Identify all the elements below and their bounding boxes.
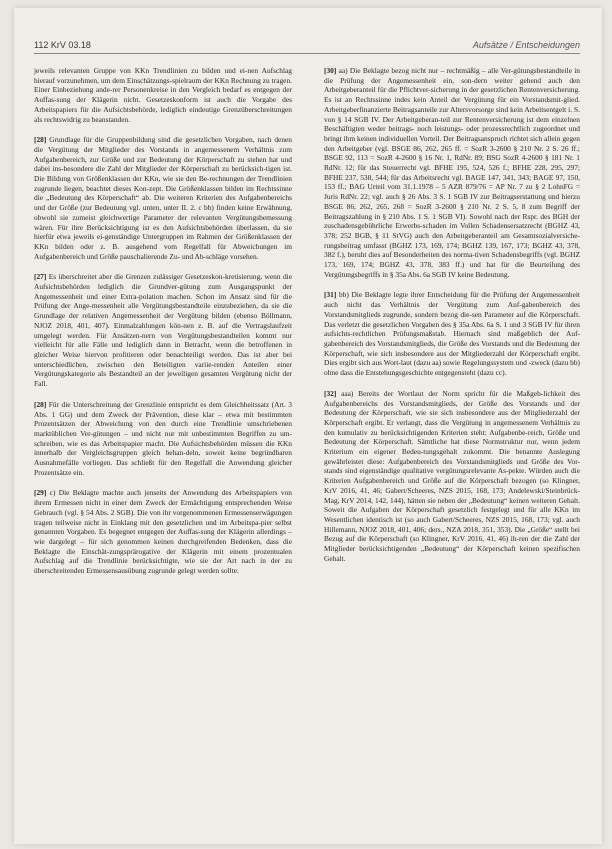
document-page xyxy=(14,8,602,844)
page-number-journal: 112 KrV 03.18 xyxy=(34,40,91,50)
header-rule xyxy=(34,53,580,54)
section-title: Aufsätze / Entscheidungen xyxy=(472,40,580,50)
paragraph: [31] bb) Die Beklagte legte ihrer Entscheidung für die Prüfung der Angemessenheit auch nicht das Verhältnis der Vergütung zum Auf-gabenbereich des Vorstandsmitglieds zugrunde, sondern bezog die-sen Parameter auf die Körperschaft. Das verletzt die gesetzlichen Vorgaben des § 35a Abs. 6a S. 1 und 3 SGB IV für ihren aufsichts-rechtlichen Prüfungsmaßstab. Hiernach sind maßgeblich der Auf-gabenbereich des Vorstandsmitglieds, die Größe des Vorstands und die Bedeutung der Körperschaft, wie sich insbesondere aus der Mitgliederzahl der Körperschaft ergibt. Dies ergibt sich aus Wort-laut (dazu aa) sowie Regelungssystem und -zweck (dazu bb) ohne dass die Entstehungsgeschichte entgegensteht (dazu cc). xyxy=(324,290,580,378)
right-column xyxy=(324,66,580,574)
paragraph: [28] Für die Unterschreitung der Grenzlinie entspricht es dem Gleichheitssatz (Art. 3 Abs. 1 GG) und dem Zweck der Prävention, diese klar – etwa mit bestimmten Prozentsätzen der Abweichung von den durch eine Trendlinie umschriebenen marktüblichen Ver-gütungen – und nicht nur mit unbestimmten Begriffen zu um-schreiben, wie es das Arbeitspapier macht. Die Aufsichtsbehörden müssen die KKn innerhalb der Vergleichsgruppen gleich behan-deln, soweit keine begründbaren Ausnahmefälle vorliegen. Das schließt für den Regelfall die Anwendung gleicher Prozentsätze ein. xyxy=(34,399,292,477)
paragraph: jeweils relevanten Gruppe von KKn Trendlinien zu bilden und ei-nen Aufschlag hierauf vorzunehmen, um dem Einschätzungs-spielraum der KKn Rechnung zu tragen. Einer Einbeziehung ande-rer Personenkreise in den Vergleich bedarf es entgegen der Auffas-sung der Klägerin nicht. Gesetzeskonform ist auch die Vorgabe des Arbeitspapiers für die Aufsichtsbehörde, lediglich eindeutige Grenzüberschreitungen als rechtswidrig zu beanstanden. xyxy=(34,66,292,124)
paragraph: [30] aa) Die Beklagte bezog nicht nur – rechtmäßig – alle Ver-gütungsbestandteile in die Prüfung der Angemessenheit ein, son-dern weiter gehend auch den Arbeitgeberanteil für die Pflichtver-sicherung in der gesetzlichen Rentenversicherung. Es ist an Rechtssinne indes kein Anteil der Vergütung für ein Vorstandsmit-glied. Arbeitgeberfinanzierte Beitragsanteile zur Altersvorsorge sind kein Arbeitsentgelt i. S. von § 14 SGB IV. Der Arbeitgeberan-teil zur Rentenversicherung ist dem einzelnen Beschäftigten weder beitrags- noch leistungs- oder prozessrechtlich zugeordnet und bringt ihm keinen individuellen Vorteil. Der Beitragsanspruch richtet sich allein gegen den Arbeitgeber (vgl. BSGE 86, 262, 265 ff. = SozR 3-2600 § 210 Nr. 2 S. 26 ff.; BSGE 92, 113 = SozR 4-2600 § 16 Nr. 1, RdNr. 89; BSG SozR 4-2600 § 181 Nr. 1 RdNr. 12; für das Steuerrecht vgl. BFHE 195, 524, 526 f.; BFHE 228, 295, 297; BFHE 237, 538, 544; für das Arbeitsrecht vgl. BAGE 147, 341, 343; BAGE 97, 150, 153 ff.; BAG Urteil vom 31.1.1978 – 5 AZR 879/76 = AP Nr. 7 zu § 2 LohnFG = Juris RdNr. 22; vgl. auch § 26 Abs. 3 S. 1 SGB IV zur Beitragserstattung und hierzu BSGE 86, 262, 265, 268 = SozR 3-2600 § 210 Nr. 2 S. 5, 8 zum Begriff der Beitragszahlung in § 210 Abs. 1 S. 1 SGB VI). Sowohl nach der Rspr. des BGH der zuschadensgebührliche Erwerbs-schaden im Vollen Schadensersatzrecht (BGHZ 43, 378; 252 BGB, § 11 StVG) auch den Arbeitgeberanteil am Gesamtsozialversiche-rungsbeitrag umfasst (BGHZ 173, 169, 174; BGHZ 139, 167, 173; BGHZ 43, 378, 382 f.), beruht dies auf Besonderheiten des norma-tiven Schadensbegriffs (vgl. BGHZ 173, 169, 174; BGHZ 43, 378, 383 ff.) und hat für die Beurteilung des Vergütungsbegriffs in § 35a Abs. 6a SGB IV keine Bedeutung. xyxy=(324,66,580,279)
paragraph: [27] Es überschreitet aber die Grenzen zulässiger Gesetzeskon-kretisierung, wenn die Aufsichtsbehörden lediglich die Grundver-gütung zum Ausgangspunkt der Angemessenheit und einer Extra-polation machen. Schon im Ansatz sind für die Prüfung der Ange-messenheit alle Vergütungsbestandteile einzubeziehen, da sie die Grundlage der relativen Angemessenheit der Vergütung bilden (ebenso Böllmann, NJOZ 2018, 401, 407). Einmalzahlungen kön-nen z. B. auf die Vertragslaufzeit umgelegt werden. Für Ansätzen-nern von Vergütungsbestandteilen kommt nur vielleicht für alle Fälle und lediglich dann in Betracht, wenn die betroffenen in gleicher Weise hiervon profitieren oder benachteiligt werden. Das ist aber bei unterschiedlichen, zwischen den Beteiligten variie-renden Anteilen einer Vergütungskategorie als Bestandteil an der jeweiligen gesamten Vergütung nicht der Fall. xyxy=(34,272,292,389)
left-column xyxy=(34,66,292,587)
paragraph: [29] c) Die Beklagte machte auch jenseits der Anwendung des Arbeitspapiers von ihrem Ermessen nicht in einer dem Zweck der Ermächtigung entsprechenden Weise Gebrauch (vgl. § 54 Abs. 2 SGB). Die von ihr vorgenommenen Ermessenserwägungen tragen teilweise nicht in Einklang mit den gesetzlichen und im Arbeitspa-pier selbst genannten Vorgaben. Es begegnet entgegen der Auffas-sung der Klägerin allerdings – wie dargelegt – für sich genommen keinen durchgreifenden Bedenken, dass die Beklagte die Einschät-zungsprärogative der Klägerin mit einem prozentualen Aufschlag auf die Trendlinie berücksichtigte, wie sie der Art nach in der zu überschreitenden Ermessensausübung zugrunde gelegt werden sollte. xyxy=(34,488,292,576)
paragraph: [32] aaa) Bereits der Wortlaut der Norm spricht für die Maßgeb-lichkeit des Aufgabenbereichs des Vorstandsmitglieds, der Größe des Vorstands und der Bedeutung der Körperschaft, wie sie sich insbesondere aus der Mitgliederzahl der Körperschaft ergibt. Er verlangt, dass die Vergütung in angemessenem Verhältnis zu den kumulativ zu berücksichtigenden Kriterien steht: Aufgabenbe-reich, Größe und Bedeutung der Körperschaft. Sämtliche hat diese Normstruktur nur, wenn jedem Kriterium ein eigener Bedeu-tungsgehalt zukommt. Die benannte Auslegung gewährleistet diese: Aufgabenbereich des Vorstandsmitglieds und Größe des Vor-stands sind eigenständige qualitative vergütungsrelevante As-pekte. Würden auch die Kriterien Aufgabenbereich und Größe auf die Körperschaft bezogen (so Klingner, KrV 2016, 41, 46; Gabert/Scheeres, NZS 2015, 168, 173; Andelewski/Steinbrück-Mag, KrV 2014, 142, 144), hätten sie neben der „Bedeutung“ keinen weiteren Gehalt. Soweit die Aufgaben der Körperschaft gesetzlich festgelegt und für alle KKn im Wesentlichen identisch ist (so auch Gabert/Scheeres, NZS 2015, 168, 173; vgl. auch Hillemann, NJOZ 2018, 401, 406; ders., NZA 2018, 351, 353). Die „Größe“ stellt bei Bezug auf die Körperschaft (so Klingner, KrV 2016, 41, 46) ih-ren der die Zahl der Mitglieder berücksichtigenden „Bedeutung“ der Körperschaft keinen spezifischen Gehalt. xyxy=(324,388,580,563)
paragraph: [28] Grundlage für die Gruppenbildung sind die gesetzlichen Vorgaben, nach denen die Vergütung der Mitglieder des Vorstands in angemessenem Verhältnis zum Aufgabenbereich, zur Größe und zur Bedeutung der Körperschaft zu stehen hat und dabei ins-besondere die Zahl der Mitglieder der Körperschaft zu berücksich-tigen ist. Die Bildung von Größenklassen der KKn, wie sie den Be-rechnungen der Trendlinien zugrunde liegen, beachtet dieses Kon-zept. Die Größenklassen bilden im Rechtssinne die „Bedeutung des Körperschaft“ ab. Die weiteren Kriterien des Aufgabenbereichs und der Größe (zur Bedeutung vgl. unten, unter II. 2. c bb) finden keine Erwähnung, obwohl sie zumeist gleichwertige Parameter der relevanten Vergütungsbemessung wären. Für ihre Berücksichtigung ist es den Aufsichtsbehörden überlassen, da sie hierfür etwa jeweils ei-genständige Untergruppen im Rahmen der Größenklassen der KKn bilden oder z. B. ausgehend vom Regelfall für Abweichungen im Aufgabenbereich und Größe pauschalierende Zu- und Ab-schläge vorsehen. xyxy=(34,135,292,261)
page-header xyxy=(34,40,580,54)
